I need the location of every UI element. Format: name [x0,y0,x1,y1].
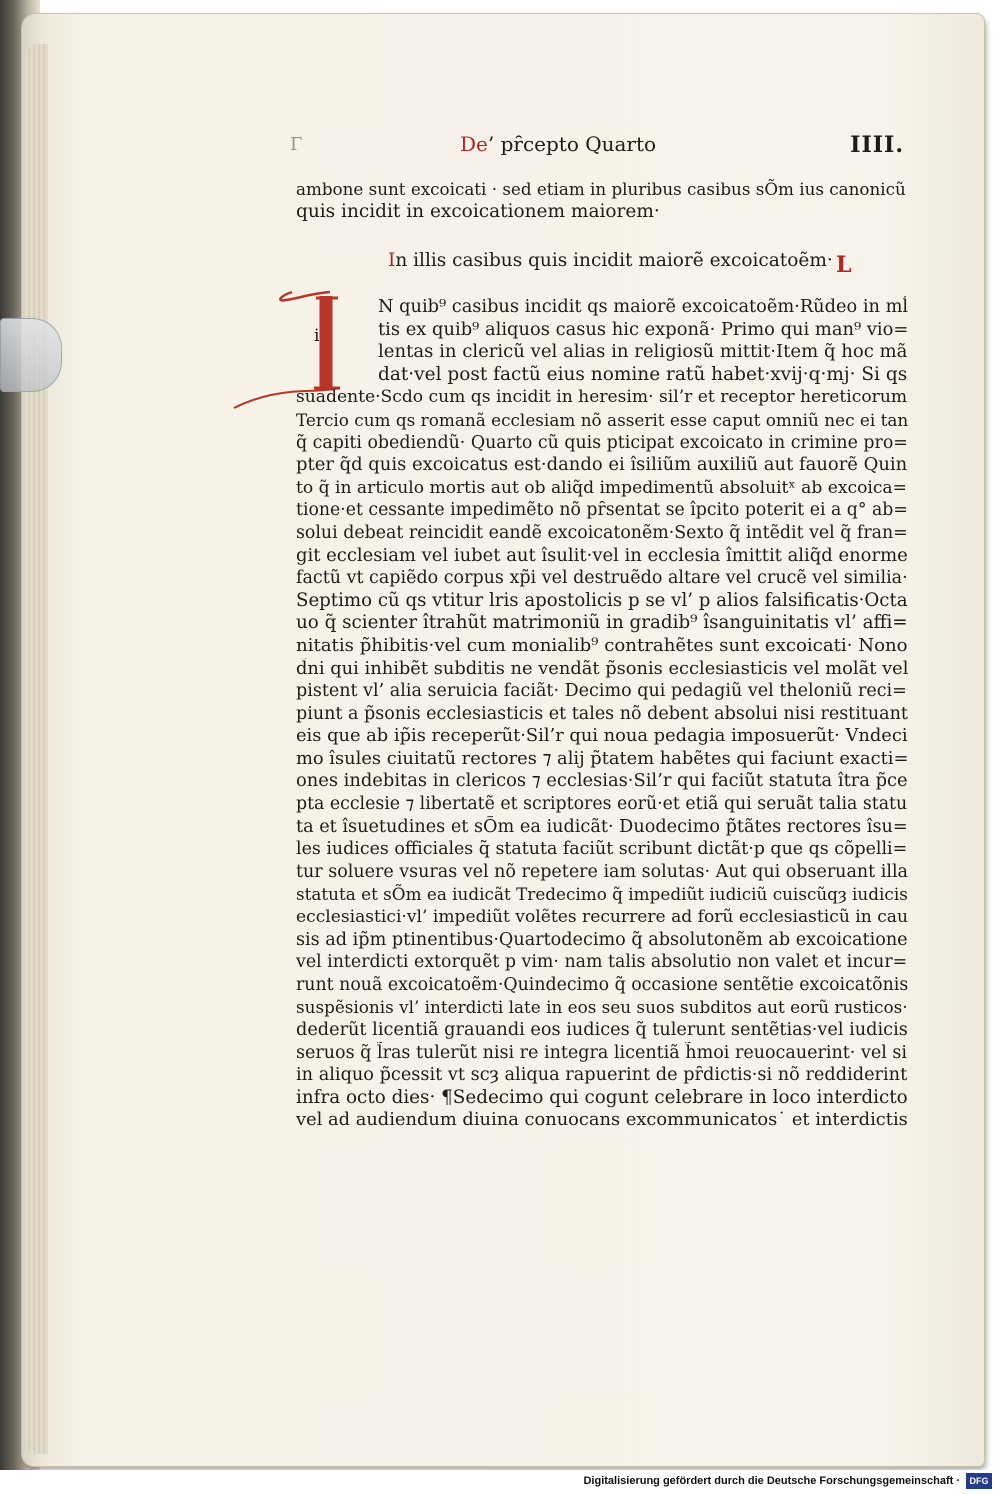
body-line: sis ad ip̃m ptinentibus·Quartodecimo q̃ absolutonẽm ab excoicatione [296,929,908,950]
body-line: pistent vl’ alia seruicia faciãt· Decimo qui pedagiũ vel theloniũ reci= [296,681,907,702]
body-line: ta et îsuetudines et sÕm ea iudicãt· Duodecimo p̃tãtes rectores îsu= [296,816,908,837]
body-line: piunt a p̃sonis ecclesiasticis et tales nõ debent absolui nisi restituant [296,703,908,724]
body-line: Tercio cum qs romanã ecclesiam nõ asserit esse caput omniũ nec ei tan [296,409,908,430]
body-line: eis que ab ip̃is receperũt·Sil’r qui noua pedagia imposuerũt· Vndeci [296,725,908,747]
body-line: to q̃ in articulo mortis aut ob aliq̃d impedimentũ absoluitˣ ab excoica= [296,477,907,498]
body-line: tis ex quib⁹ aliquos casus hic exponã· Primo qui man⁹ vio= [378,318,908,340]
running-title-rest: ’ pȓcepto Quarto [487,132,657,156]
body-line: infra octo dies· ¶Sedecimo qui cogunt celebrare in loco interdicto [296,1086,908,1108]
body-line: dat·vel post factũ eius nomine ratũ habet·xvij·q·mj· Si qs [378,363,908,385]
body-line: tur soluere vsuras vel nõ repetere iam solutas· Aut qui obseruant illa [296,861,908,882]
chapter-heading-lead: I [388,250,396,271]
body-line: pter q̃d quis excoicatus est·dando ei îsiliũm auxiliũ aut fauorẽ Quin [296,454,908,476]
body-line: factũ vt capiẽdo corpus xp̃i vel destruẽdo altare vel crucẽ vel similia· [296,568,908,589]
body-line: runt nouã excoicatoẽm·Quindecimo q̃ occasione sentẽtie excoicatõnis [296,974,908,995]
body-line: q̃ capiti obediendũ· Quarto cũ quis pticipat excoicato in crimine pro= [296,432,908,453]
body-line: git ecclesiam vel iubet aut îsulit·vel in ecclesia îmittit aliq̃d enorme [296,544,908,566]
intro-line: ambone sunt excoicati · sed etiam in pluribus casibus sÕm ius canonicũ [296,179,906,199]
body-line: Septimo cũ qs vtitur l̃ris apostolicis p se vl’ p alios falsificatis·Octa [296,589,908,611]
header-ornament: Γ [290,134,303,155]
body-line: dederũt licentiã grauandi eos iudices q̃ tulerunt sentẽtias·vel iudicis [296,1020,908,1040]
body-line: in aliquo p̃cessit vt scȝ aliqua rapuerint de pȓdictis·si nõ reddiderint [296,1065,908,1086]
body-line: suadente·Scdo cum qs incidit in heresim· sil’r et receptor hereticorum [296,387,908,408]
intro-line: quis incidit in excoicationem maiorem· [296,200,660,222]
body-line: solui debeat reincidit eandẽ excoicatonẽm·Sexto q̃ intẽdit vel q̃ fran= [296,522,908,543]
body-line: seruos q̃ l̃ras tulerũt nisi re integra licentiã h̃moi reuocauerint· vel si [296,1042,908,1063]
body-line: nitatis p̃hibitis·vel cum monialib⁹ contrahẽtes sunt excoicati· Nono [296,634,908,656]
body-line: pta ecclesie ⁊ libertatẽ et scriptores eorũ·et etiã qui seruãt talia statu [296,794,908,815]
page-clip [0,318,62,392]
chapter-heading-text: n illis casibus quis incidit maiorẽ excoicatoẽm· [395,250,833,271]
body-text [296,296,908,1132]
body-line: lentas in clericũ vel alias in religiosũ mittit·Item q̃ hoc mã [378,341,908,363]
body-line: vel ad audiendum diuina conuocans excommunicatos˙ et interdictis [296,1109,908,1131]
body-line: d̃ni qui inhibẽt subditis ne vendãt p̃sonis ecclesiasticis vel molãt vel [296,657,908,679]
body-line: ones indebitas in clericos ⁊ ecclesias·Sil’r qui faciũt statuta îtra p̃ce [296,770,908,792]
running-title-lead: De [460,132,488,156]
footer-bar [0,1470,1000,1494]
folio-number: IIII. [850,132,904,158]
body-line: les iudices officiales q̃ statuta faciũt scribunt dictãt·p que qs cõpelli= [296,839,908,860]
body-line: vel interdicti extorquẽt p vim· nam talis absolutio non valet et incur= [296,952,908,973]
guide-letter: i [314,326,320,346]
funding-credit: Digitalisierung gefördert durch die Deutsche Forschungsgemeinschaft · [583,1475,960,1487]
chapter-heading-mark: L [836,252,852,278]
body-line: ecclesiastici·vl’ impediũt volẽtes recurrere ad forũ ecclesiasticũ in cau [296,907,908,928]
body-line: suspẽsionis vl’ interdicti late in eos seu suos subditos aut eorũ rusticos· [296,997,908,1018]
page-header [290,132,910,162]
dfg-logo: DFG [966,1473,992,1489]
running-title [460,132,656,156]
body-line: N quib⁹ casibus incidit qs maiorẽ excoicatoẽm·Rũdeo in mĺ [378,297,908,317]
page-edges [26,44,48,1454]
body-line: statuta et sÕm ea iudicãt Tredecimo q̃ impediũt iudiciũ cuiscũqȝ iudicis [296,884,908,905]
body-line: tione·et cessante impedimẽto nõ pȓsentat se îpcito poterit ei a q° ab= [296,500,908,521]
intro-text [296,178,906,223]
body-line: mo îsules ciuitatũ rectores ⁊ alij p̃tatem habẽtes qui faciunt exacti= [296,747,908,769]
body-line: uo q̃ scienter îtrahũt matrimoniũ in gradib⁹ îsanguinitatis vl’ affi= [296,612,908,634]
chapter-heading [388,250,858,271]
